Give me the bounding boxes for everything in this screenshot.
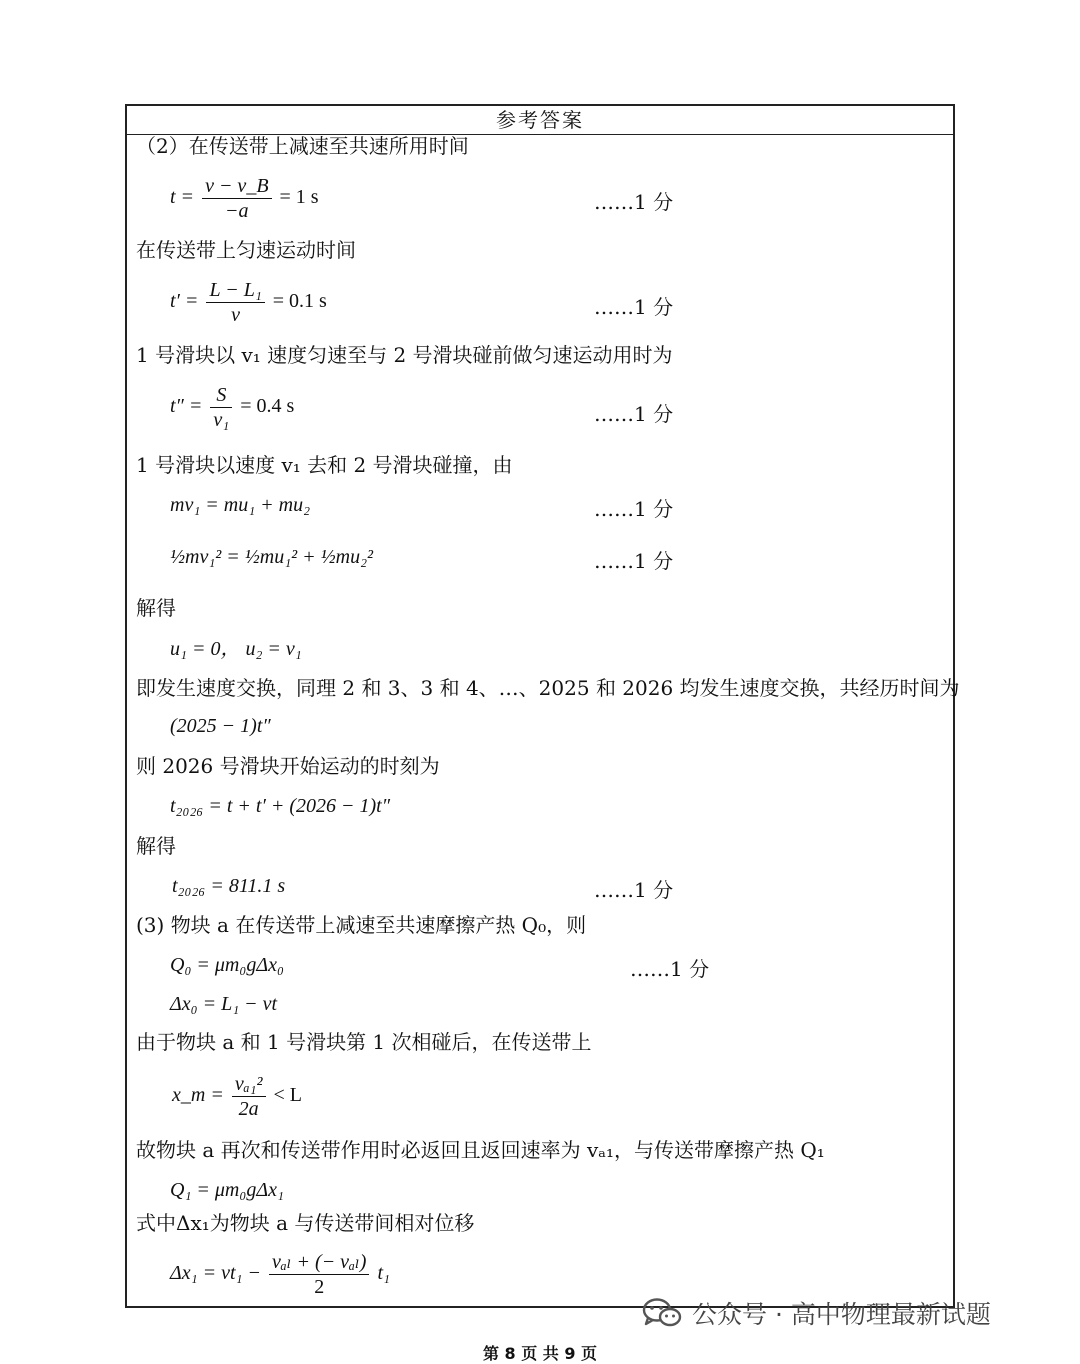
line-slider-1: 1 号滑块以 v₁ 速度匀速至与 2 号滑块碰前做匀速运动用时为 [136,343,673,367]
score-2: ……1 分 [594,295,674,319]
eq-rhs: < L [273,1084,303,1107]
table-header: 参考答案 [127,106,953,135]
eq-lhs: t″ = [170,395,203,418]
denominator: v [231,304,241,326]
line-relative-displacement: 式中Δx₁为物块 a 与传送带间相对位移 [136,1211,475,1235]
equation-t [170,174,319,223]
eq-lhs: t = [170,186,195,209]
line-start-time: 则 2026 号滑块开始运动的时刻为 [136,754,440,778]
fraction [210,383,232,432]
eq-rhs: = 0.4 s [240,395,295,418]
eq-rhs: = 1 s [279,186,319,209]
line-solve-2: 解得 [136,834,176,858]
numerator: L − L₁ [206,278,264,303]
score-7: ……1 分 [630,957,710,981]
numerator: vₐ₁² [232,1072,266,1097]
equation-q1: Q₁ = μm₀gΔx₁ [170,1179,284,1201]
equation-t-prime [170,278,327,327]
equation-t2026: t₂₀₂₆ = t + t′ + (2026 − 1)t″ [170,795,391,817]
score-1: ……1 分 [594,190,674,214]
line-collision: 1 号滑块以速度 v₁ 去和 2 号滑块碰撞，由 [136,453,513,477]
fraction [202,174,271,223]
eq-lhs: t′ = [170,290,199,313]
wechat-icon [642,1297,682,1329]
score-6: ……1 分 [594,878,674,902]
equation-xm [172,1072,302,1121]
page-number: 第 8 页 共 9 页 [482,1344,598,1363]
denominator: 2a [238,1098,259,1120]
fraction [269,1250,369,1299]
score-5: ……1 分 [594,549,674,573]
line-part3-intro: (3) 物块 a 在传送带上减速至共速摩擦产热 Q₀，则 [136,913,587,937]
fraction [232,1072,266,1121]
numerator: S [210,383,232,408]
equation-t2026-result: t₂₀₂₆ = 811.1 s [172,875,286,897]
equation-energy: ½mv₁² = ½mu₁² + ½mu₂² [170,546,374,568]
denominator: −a [225,200,249,222]
equation-t-double-prime [170,383,294,432]
eq-lhs: Δx₁ = vt₁ − [170,1262,261,1285]
equation-u-values: u₁ = 0， u₂ = v₁ [170,638,302,660]
equation-q0: Q₀ = μm₀gΔx₀ [170,954,284,976]
line-uniform-motion: 在传送带上匀速运动时间 [136,238,356,262]
line-solve-1: 解得 [136,596,176,620]
eq-lhs: x_m = [172,1084,224,1107]
equation-total-time: (2025 − 1)t″ [170,715,271,737]
fraction [206,278,264,327]
line-exchange: 即发生速度交换，同理 2 和 3、3 和 4、…、2025 和 2026 均发生速度交换，共经历时间为 [136,676,960,700]
score-4: ……1 分 [594,497,674,521]
eq-rhs: = 0.1 s [272,290,327,313]
equation-dx0: Δx₀ = L₁ − vt [170,993,278,1015]
equation-momentum: mv₁ = mu₁ + mu₂ [170,494,311,516]
watermark-text: 公众号 · 高中物理最新试题 [692,1300,991,1329]
score-3: ……1 分 [594,402,674,426]
line-after-collision: 由于物块 a 和 1 号滑块第 1 次相碰后，在传送带上 [136,1030,592,1054]
numerator: v − v_B [202,174,271,199]
line-return: 故物块 a 再次和传送带作用时必返回且返回速率为 vₐ₁，与传送带摩擦产热 Q₁ [136,1138,825,1162]
denominator: v₁ [213,409,230,431]
eq-rhs: t₁ [377,1262,390,1285]
denominator: 2 [314,1276,325,1298]
watermark [642,1295,991,1331]
equation-dx1 [170,1250,390,1299]
line-part2-intro: （2）在传送带上减速至共速所用时间 [136,134,469,158]
numerator: vₐₗ + (− vₐₗ) [269,1250,369,1275]
